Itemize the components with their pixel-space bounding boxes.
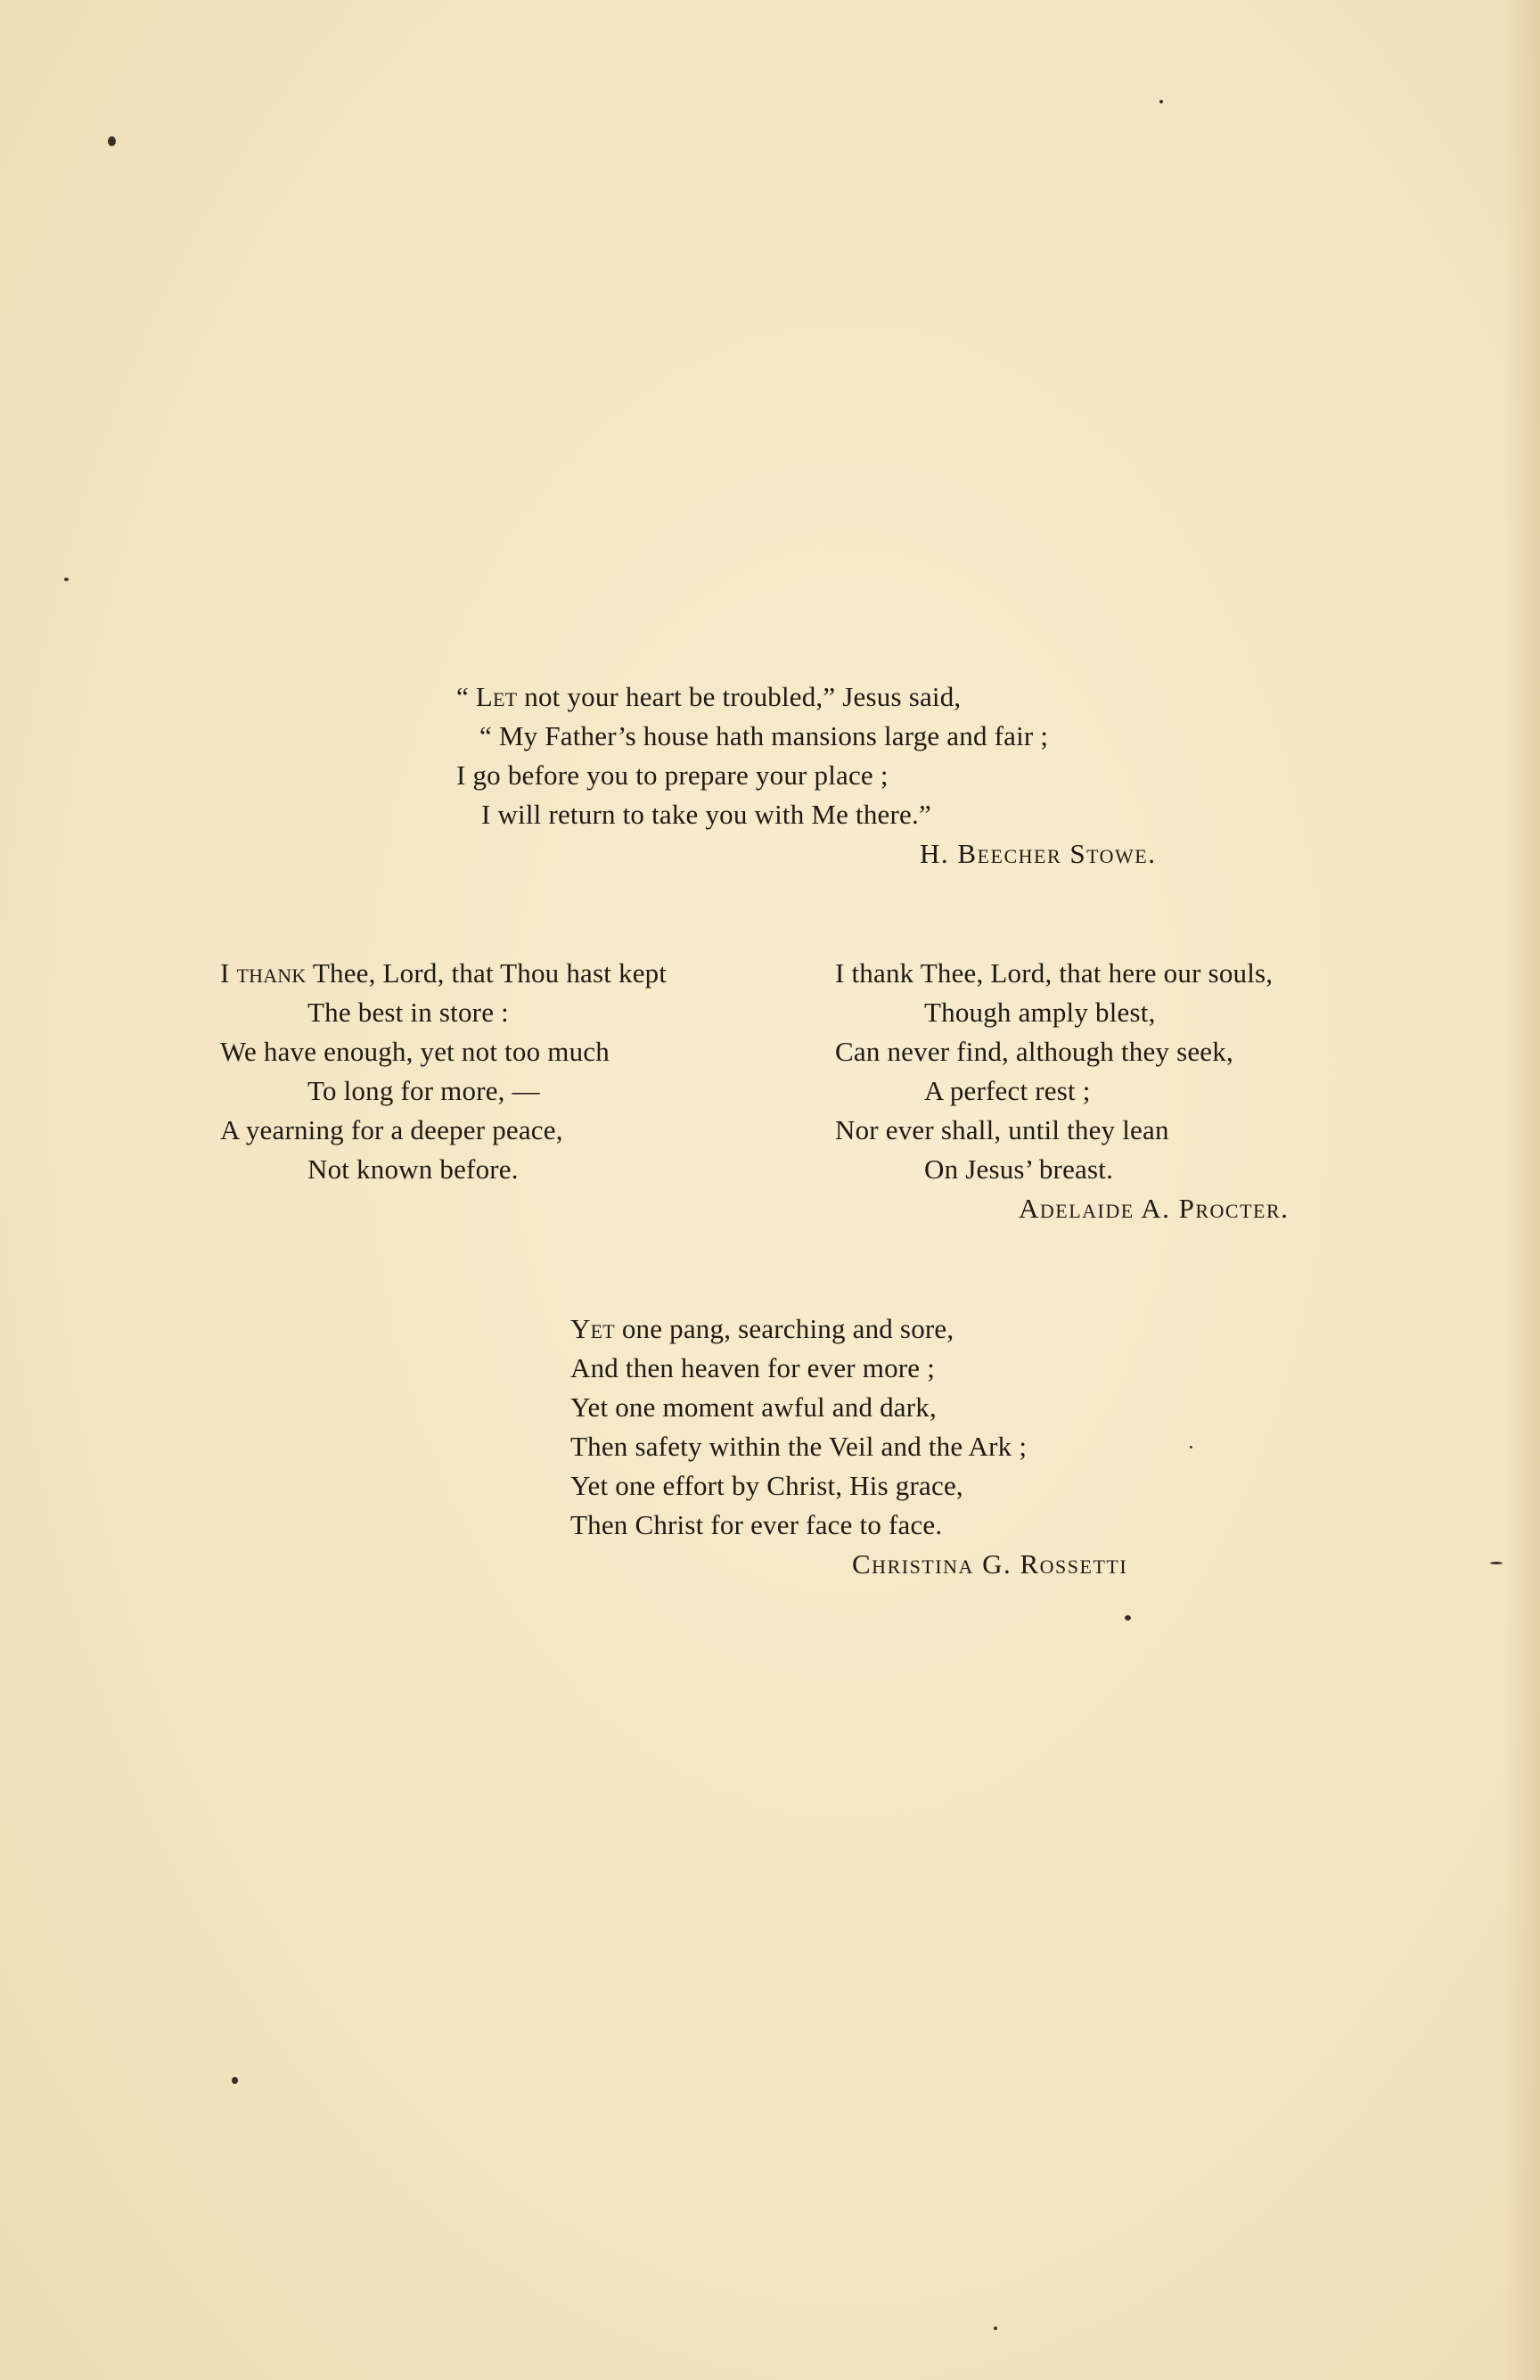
page-edge-shadow	[1504, 0, 1540, 2380]
poem-author: Christina G. Rossetti	[852, 1548, 1128, 1580]
poem-line: Yet one effort by Christ, His grace,	[570, 1470, 963, 1501]
poem-rossetti	[570, 1309, 1127, 1584]
poem-line: I go before you to prepare your place ;	[456, 759, 889, 791]
poem-line: On Jesus’ breast.	[924, 1153, 1114, 1185]
paper-speck	[64, 578, 69, 581]
poem-line: Then Christ for ever face to face.	[570, 1509, 943, 1540]
poem-line: Yet one pang, searching and sore,	[570, 1313, 954, 1344]
poem-line: The best in store :	[307, 997, 509, 1028]
paper-speck	[1125, 1615, 1131, 1621]
poem-line: I thank Thee, Lord, that here our souls,	[835, 957, 1274, 989]
poem-line: A perfect rest ;	[924, 1075, 1091, 1106]
poem-line: “ Let not your heart be troubled,” Jesus said,	[456, 681, 962, 712]
poem-line: I will return to take you with Me there.”	[481, 799, 931, 830]
poem-line: And then heaven for ever more ;	[570, 1352, 936, 1383]
poem-line: A yearning for a deeper peace,	[220, 1114, 563, 1145]
poem-author: Adelaide A. Procter.	[1019, 1193, 1290, 1224]
poem-line: I thank Thee, Lord, that Thou hast kept	[220, 957, 668, 989]
paper-speck	[1159, 100, 1163, 103]
poem-stowe	[456, 677, 1157, 874]
paper-speck	[1190, 1446, 1192, 1449]
paper-speck	[108, 136, 116, 146]
poem-procter-left-column	[220, 954, 667, 1189]
poem-line: Can never find, although they seek,	[835, 1036, 1233, 1067]
paper-speck	[232, 2077, 238, 2084]
poem-line: Yet one moment awful and dark,	[570, 1391, 937, 1423]
poem-line: Though amply blest,	[924, 997, 1156, 1028]
paper-speck	[1490, 1562, 1503, 1564]
poem-line: Not known before.	[307, 1153, 519, 1185]
poem-author: H. Beecher Stowe.	[920, 838, 1157, 869]
poem-lead-word: Yet	[570, 1313, 615, 1344]
poem-lead-word: I thank	[220, 957, 307, 989]
poem-procter-right-column	[835, 954, 1289, 1228]
poem-line: We have enough, yet not too much	[220, 1036, 610, 1067]
paper-speck	[994, 2327, 997, 2330]
poem-line: “ My Father’s house hath mansions large and fair ;	[479, 720, 1049, 751]
poem-lead-word: “ Let	[456, 681, 518, 712]
poem-line: Nor ever shall, until they lean	[835, 1114, 1169, 1145]
poem-line: To long for more, —	[307, 1075, 540, 1106]
poem-line: Then safety within the Veil and the Ark ;	[570, 1431, 1028, 1462]
